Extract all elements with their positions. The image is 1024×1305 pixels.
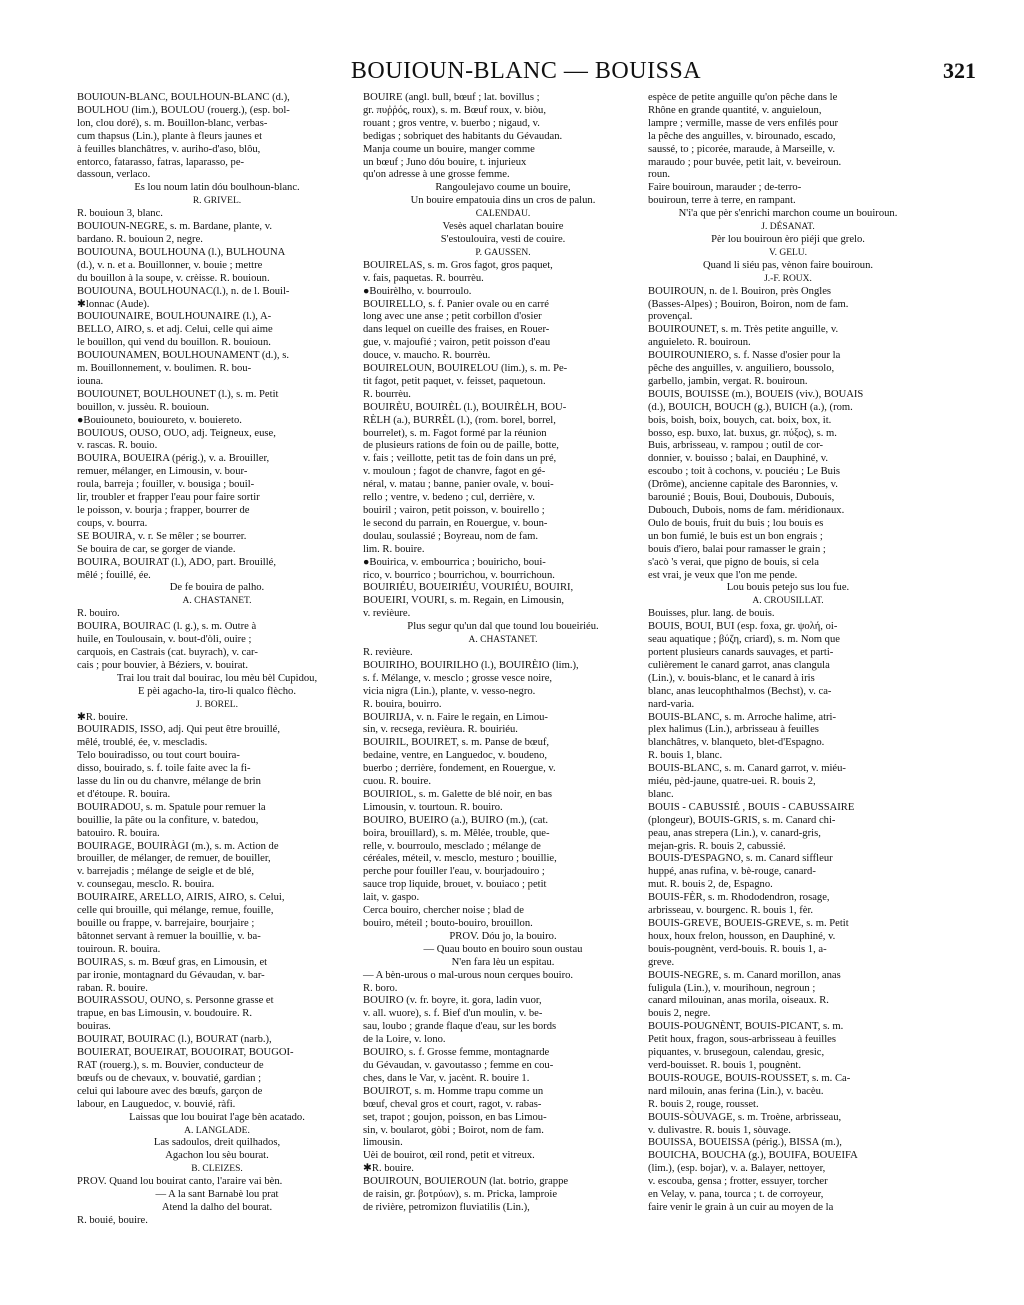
entry-line: relle, v. bourroulo, mesclado ; mélange de xyxy=(363,840,541,852)
entry-line: gue, v. majoufié ; vairon, petit poisson d'eau xyxy=(363,337,551,349)
entry-line: BOUEIRI, VOURI, s. m. Regain, en Limousin, xyxy=(363,595,565,607)
column-right xyxy=(648,92,928,1215)
column-middle xyxy=(363,92,643,1215)
quote-line: Un bouire empatouia dins un cros de palun. xyxy=(410,195,596,207)
quote-line: Vesès aquel charlatan bouire xyxy=(442,221,564,233)
entry-line: coups, v. bourra. xyxy=(77,517,148,529)
entry-line: (d.), v. n. et a. Bouillonner, v. bouie ; mettre xyxy=(77,259,263,271)
entry-line: ●Bouiouneto, bouioureto, v. bouiereto. xyxy=(77,414,242,426)
entry-line: mêlé, troublé, ée, v. mescladis. xyxy=(77,737,208,749)
entry-line: Petit houx, fragon, sous-arbrisseau à feuilles xyxy=(648,1034,836,1046)
entry-line: bedaine, ventre, en Languedoc, v. boudeno, xyxy=(363,750,548,762)
entry-line: céréales, méteil, v. mesclo, mesturo ; bouillie, xyxy=(363,853,557,865)
entry-line: iouna. xyxy=(77,375,104,387)
entry-line: BOUIRAT, BOUIRAC (l.), BOURAT (narb.), xyxy=(77,1034,272,1046)
entry-line: mêlé ; fouillé, ée. xyxy=(77,569,151,581)
entry-line: SE BOUIRA, v. r. Se mêler ; se bourrer. xyxy=(77,530,247,542)
entry-line: pêche des anguilles, v. anguiliero, boussolo, xyxy=(648,363,835,375)
attribution-line: J.-F. ROUX. xyxy=(764,273,812,284)
entry-line: BOUIROUNET, s. m. Très petite anguille, v. xyxy=(648,324,839,336)
quote-line: S'estoulouira, vesti de couire. xyxy=(440,233,566,245)
quote-line: Quand li siéu pas, vènon faire bouiroun. xyxy=(702,259,874,271)
entry-line: (Lin.), v. bouis-blanc, et le canard à iris xyxy=(648,672,815,684)
entry-line: doulau, soulassié ; Boyreau, nom de fam. xyxy=(363,530,539,542)
entry-line: v. dulivastre. R. bouis 1, sòuvage. xyxy=(648,1124,791,1136)
entry-line: BOUIRIOL, s. m. Galette de blé noir, en bas xyxy=(363,788,553,800)
entry-line: R. bouioun 3, blanc. xyxy=(77,208,163,220)
entry-line: est vrai, je veux que l'on me pende. xyxy=(648,569,798,581)
entry-line: seau aquatique ; βύζη, criard), s. m. Nom que xyxy=(648,634,840,646)
entry-line: bouiroun, terre à terre, en rampant. xyxy=(648,195,796,207)
entry-line: cum thapsus (Lin.), plante à fleurs jaunes et xyxy=(77,130,263,142)
entry-line: dans lequel on cueille des fraises, en Rouer- xyxy=(363,324,550,336)
attribution-line: B. CLEIZES. xyxy=(191,1164,243,1175)
entry-line: BOUIRA, BOUEIRA (périg.), v. a. Brouiller, xyxy=(77,453,270,465)
entry-line: par ironie, montagnard du Gévaudan, v. bar- xyxy=(77,969,265,981)
entry-line: v. all. wuore), s. f. Bief d'un moulin, v. be- xyxy=(363,1008,543,1020)
entry-line: bouiril ; vairon, petit poisson, v. bouirello ; xyxy=(363,505,545,516)
entry-line: arbrisseau, v. bourgenc. R. bouis 1, fèr. xyxy=(648,905,814,917)
entry-line: raban. R. bouire. xyxy=(77,982,148,994)
entry-line: perche pour fouiller l'eau, v. bourjadouiro ; xyxy=(363,866,545,878)
entry-line: RÈLH (a.), BURRÈL (l.), (rom. borel, borrel, xyxy=(363,414,556,426)
entry-line: anguieleto. R. bouiroun. xyxy=(648,337,751,349)
entry-line: bouis d'iero, balai pour ramasser le grain ; xyxy=(648,543,826,555)
entry-line: plex halimus (Lin.), arbrisseau à feuilles xyxy=(648,724,819,736)
entry-line: limousin. xyxy=(363,1137,403,1149)
attribution-line: J. DÉSANAT. xyxy=(761,222,815,233)
attribution-line: A. CROUSILLAT. xyxy=(752,596,824,607)
entry-line: (lim.), (esp. bojar), v. a. Balayer, nettoyer, xyxy=(648,1163,826,1175)
entry-line: — A bèn-urous o mal-urous noun cerques bouiro. xyxy=(363,969,574,981)
page-header xyxy=(76,58,976,86)
entry-line: garbello, jambin, vergat. R. bouiroun. xyxy=(648,375,808,387)
entry-line: brouiller, de mélanger, de remuer, de bouiller, xyxy=(77,853,271,865)
entry-line: BOUIRÈU, BOUIRÈL (l.), BOUIRÈLH, BOU- xyxy=(363,401,567,413)
entry-line: celui qui laboure avec des bœufs, garçon de xyxy=(77,1085,263,1097)
entry-line: R. bouis 2, rouge, rousset. xyxy=(648,1098,759,1110)
entry-line: roula, barreja ; fouiller, v. bousiga ; bouil- xyxy=(77,479,255,491)
entry-line: néral, v. matau ; banne, panier ovale, v. boui- xyxy=(363,479,554,491)
entry-line: un bon fumié, le buis est un bon engrais ; xyxy=(648,530,823,542)
entry-line: bœufs ou de chevaux, v. bouvatié, gardian ; xyxy=(77,1072,262,1084)
entry-line: culièrement le canard garrot, anas clangula xyxy=(648,659,830,671)
entry-line: qu'on adresse à une grosse femme. xyxy=(363,169,510,181)
entry-line: peau, anas strepera (Lin.), v. canard-gris, xyxy=(648,827,821,839)
entry-line: de la Loire, v. lono. xyxy=(363,1034,446,1046)
entry-line: miéu, pèd-jaune, quatre-uei. R. bouis 2, xyxy=(648,776,816,788)
entry-line: boira, brouillard), s. m. Mêlée, trouble, que- xyxy=(363,827,550,839)
entry-line: BOUIS-ROUGE, BOUIS-ROUSSET, s. m. Ca- xyxy=(648,1072,851,1084)
entry-line: BOUIOUN-BLANC, BOULHOUN-BLANC (d.), xyxy=(77,92,290,103)
entry-line: RAT (rouerg.), s. m. Bouvier, conducteur de xyxy=(77,1059,264,1071)
entry-line: Manja coume un bouire, manger comme xyxy=(363,143,535,155)
entry-line: BOUIRO, BUEIRO (a.), BUIRO (m.), (cat. xyxy=(363,814,549,826)
entry-line: saussé, to ; picorée, maraude, à Marseille, v. xyxy=(648,143,835,155)
entry-line: BOUIRIJA, v. n. Faire le regain, en Limou- xyxy=(363,711,548,723)
entry-line: piquantes, v. brusegoun, calendau, gresic, xyxy=(648,1047,825,1059)
entry-line: portent plusieurs canards sauvages, et parti- xyxy=(648,646,834,658)
entry-line: BOUIRO, s. f. Grosse femme, montagnarde xyxy=(363,1047,550,1059)
entry-line: disso, bouirado, s. f. toile faite avec la fi- xyxy=(77,763,251,775)
entry-line: BELLO, AIRO, s. et adj. Celui, celle qui aime xyxy=(77,324,273,336)
entry-line: bouille ou frappe, v. barrejaire, bourjaire ; xyxy=(77,918,255,929)
entry-line: lim. R. bouire. xyxy=(363,543,425,555)
quote-line: Rangoulejavo coume un bouire, xyxy=(435,182,571,194)
quote-line: Atend la dalho del bourat. xyxy=(161,1201,273,1213)
attribution-line: R. GRIVEL. xyxy=(192,196,242,207)
entry-line: Buis, arbrisseau, v. rampou ; outil de cor- xyxy=(648,440,824,452)
entry-line: v. counsegau, mesclo. R. bouira. xyxy=(77,879,215,891)
entry-line: greve. xyxy=(648,956,675,968)
entry-line: sau, loubo ; grande flaque d'eau, sur les bords xyxy=(363,1021,557,1033)
entry-line: BOUIROUN, BOUIEROUN (lat. botrio, grappe xyxy=(363,1176,569,1188)
entry-line: blanc, anas leucophthalmos (Bechst), v. ca- xyxy=(648,685,832,697)
entry-line: celle qui brouille, qui mélange, remue, fouille, xyxy=(77,905,274,917)
entry-line: sin, v. boularot, gòbi ; Boirot, nom de fam. xyxy=(363,1124,544,1136)
entry-line: nard milouin, anas ferina (Lin.), v. bacèu. xyxy=(648,1085,824,1097)
entry-line: BOUIOUNA, BOULHOUNAC(l.), n. de l. Bouil- xyxy=(77,285,290,297)
entry-line: et d'étoupe. R. bouira. xyxy=(77,788,171,800)
entry-line: BOUIS-BLANC, s. m. Canard garrot, v. miéu- xyxy=(648,763,846,775)
attribution-line: CALENDAU. xyxy=(475,209,531,220)
entry-line: v. revièure. xyxy=(363,608,411,620)
entry-line: du Gévaudan, v. gavoutasso ; femme en cou- xyxy=(363,1059,554,1071)
entry-line: en Velay, v. pana, tourca ; t. de corroyeur, xyxy=(648,1189,824,1201)
entry-line: le second du parrain, en Rouergue, v. boun- xyxy=(363,517,548,529)
entry-line: BOUIOUS, OUSO, OUO, adj. Teigneux, euse, xyxy=(77,427,276,439)
entry-line: R. revièure. xyxy=(363,646,413,658)
entry-line: long avec une anse ; petit corbillon d'osier xyxy=(363,311,542,323)
entry-line: escoubo ; toit à cochons, v. pouciéu ; Le Buis xyxy=(648,466,841,478)
entry-line: ✱R. bouire. xyxy=(363,1163,414,1175)
column-left xyxy=(77,92,357,1228)
entry-line: bardano. R. bouioun 2, negre. xyxy=(77,233,203,245)
entry-line: lasse du lin ou du chanvre, mélange de brin xyxy=(77,776,261,788)
attribution-line: V. GELU. xyxy=(768,247,808,258)
entry-line: douce, v. maucho. R. bourrèu. xyxy=(363,350,491,362)
quote-line: Agachon lou sèu bourat. xyxy=(165,1150,269,1162)
entry-line: BOUIS-FÈR, s. m. Rhododendron, rosage, xyxy=(648,892,830,904)
entry-line: v. rascas. R. bouio. xyxy=(77,440,158,452)
entry-line: BOUIS, BOUISSE (m.), BOUEIS (viv.), BOUAIS xyxy=(648,388,864,400)
entry-line: BOULHOU (lim.), BOULOU (rouerg.), (esp. bol- xyxy=(77,104,290,116)
entry-line: BOUIOUNA, BOULHOUNA (l.), BULHOUNA xyxy=(77,246,286,258)
entry-line: (Drôme), ancienne capitale des Baronnies, v. xyxy=(648,479,838,491)
entry-line: le poisson, v. bourja ; frapper, bourrer de xyxy=(77,505,250,516)
entry-line: v. barrejadis ; mélange de seigle et de blé, xyxy=(77,866,254,878)
entry-line: sin, v. recsega, revièura. R. bouiriéu. xyxy=(363,724,518,736)
entry-line: BOUIOUNAIRE, BOULHOUNAIRE (l.), A- xyxy=(77,311,272,323)
entry-line: R. boro. xyxy=(363,982,398,994)
entry-line: espèce de petite anguille qu'on pêche dans le xyxy=(648,92,838,103)
entry-line: de plusieurs rations de foin ou de paille, botte, xyxy=(363,440,559,452)
entry-line: rico, v. bourrico ; bourrichou, v. bourrichoun. xyxy=(363,569,555,581)
entry-line: Faire bouiroun, marauder ; de-terro- xyxy=(648,182,802,194)
entry-line: (d.), BOUICH, BOUCH (g.), BUICH (a.), (rom. xyxy=(648,401,853,413)
entry-line: BOUIRELOUN, BOUIRELOU (lim.), s. m. Pe- xyxy=(363,363,568,375)
entry-line: BOUISSA, BOUEISSA (périg.), BISSA (m.), xyxy=(648,1137,842,1149)
entry-line: Cerca bouiro, chercher noise ; blad de xyxy=(363,905,524,917)
quote-line: — A la sant Barnabè lou prat xyxy=(155,1189,279,1201)
entry-line: nard-varia. xyxy=(648,698,695,710)
entry-line: bourrelet), s. m. Fagot formé par la réunion xyxy=(363,427,547,439)
entry-line: BOUIS - CABUSSIÉ , BOUIS - CABUSSAIRE xyxy=(648,801,855,813)
entry-line: R. bouiro. xyxy=(77,608,120,620)
entry-line: buerbo ; derrière, fondement, en Rouergue, v. xyxy=(363,763,556,775)
entry-line: BOUIRAS, s. m. Bœuf gras, en Limousin, et xyxy=(77,956,268,968)
entry-line: huppé, anas rufina, v. bè-rouge, canard- xyxy=(648,866,816,878)
entry-line: BOUIS-D'ESPAGNO, s. m. Canard siffleur xyxy=(648,853,833,865)
entry-line: R. bouis 1, blanc. xyxy=(648,750,723,762)
entry-line: BOUIRASSOU, OUNO, s. Personne grasse et xyxy=(77,995,274,1007)
quote-line: — Quau bouto en bouiro soun oustau xyxy=(423,943,583,955)
entry-line: m. Bouillonnement, v. boulimen. R. bou- xyxy=(77,363,252,375)
entry-line: bouiro, méteil ; bouto-bouiro, brouillon. xyxy=(363,918,533,929)
entry-line: ches, dans le Var, v. jacènt. R. bouire 1. xyxy=(363,1072,530,1084)
entry-line: de raisin, gr. βοτρύων), s. m. Pricka, lamproie xyxy=(363,1189,558,1201)
entry-line: BOUIOUNET, BOULHOUNET (l.), s. m. Petit xyxy=(77,388,279,400)
entry-line: blanchâtres, v. blanqueto, blet-d'Espagno. xyxy=(648,737,825,749)
entry-line: BOUIRE (angl. bull, bœuf ; lat. bovillus ; xyxy=(363,92,540,103)
entry-line: BOUIROUNIERO, s. f. Nasse d'osier pour la xyxy=(648,350,841,362)
entry-line: carquois, en Castrais (cat. buyrach), v. car- xyxy=(77,646,258,658)
entry-line: le bouillon, qui vend du bouillon. R. bouioun. xyxy=(77,337,271,349)
quote-line: Pèr lou bouiroun èro piéji que grelo. xyxy=(711,233,865,245)
entry-line: Rhône en grande quantité, v. anguieloun, xyxy=(648,104,822,116)
entry-line: la pêche des anguilles, v. birounado, escado, xyxy=(648,130,836,142)
attribution-line: A. CHASTANET. xyxy=(468,635,538,646)
entry-line: bâtonnet servant à remuer la bouillie, v. ba- xyxy=(77,930,261,942)
page-number: 321 xyxy=(943,58,976,83)
entry-line: Telo bouiradisso, ou tout court bouira- xyxy=(77,750,240,762)
entry-line: roun. xyxy=(648,169,671,181)
entry-line: entorco, fatarasso, fatras, laparasso, pe- xyxy=(77,156,245,168)
entry-line: trapue, en bas Limousin, v. boudouire. R. xyxy=(77,1008,252,1020)
entry-line: bois, boish, boix, bouych, cat. boix, box, it. xyxy=(648,414,832,426)
quote-line: PROV. Dóu jo, la bouiro. xyxy=(449,930,557,942)
entry-line: Oulo de bouis, fruit du buis ; lou bouis es xyxy=(648,517,824,529)
entry-line: cais ; pour bouvier, à Béziers, v. bouirat. xyxy=(77,659,248,671)
entry-line: lampre ; vermille, masse de vers enfilés pour xyxy=(648,117,839,129)
entry-line: batouiro. R. bouira. xyxy=(77,827,160,839)
quote-line: Trai lou trait dal bouirac, lou mèu bèl Cupidou, xyxy=(116,672,318,684)
entry-line: ✱R. bouire. xyxy=(77,711,128,723)
entry-line: BOUIROUN, n. de l. Bouiron, près Ongles xyxy=(648,285,832,297)
entry-line: BOUIROT, s. m. Homme trapu comme un xyxy=(363,1085,544,1097)
entry-line: à feuilles blanchâtres, v. auriho-d'aso, blôu, xyxy=(77,143,261,155)
entry-line: BOUICHA, BOUCHA (g.), BOUIFA, BOUEIFA xyxy=(648,1150,858,1162)
entry-line: vicia nigra (Lin.), plante, v. vesso-negro. xyxy=(363,685,536,697)
quote-line: E pèi agacho-la, tiro-li qualco flècho. xyxy=(138,685,296,697)
entry-line: Uèi de bouirot, œil rond, petit et vitreux. xyxy=(363,1150,535,1162)
entry-line: BOUIRAGE, BOUIRÀGI (m.), s. m. Action de xyxy=(77,840,279,852)
entry-line: mut. R. bouis 2, de, Espagno. xyxy=(648,879,773,891)
entry-line: Se bouira de car, se gorger de viande. xyxy=(77,543,236,555)
entry-line: ●Bouirica, v. embourrica ; bouiricho, boui- xyxy=(363,556,546,568)
entry-line: bouillie, la pâte ou la confiture, v. batedou, xyxy=(77,814,259,826)
entry-line: lon, clou doré), s. m. Bouillon-blanc, verbas- xyxy=(77,117,268,129)
entry-line: BOUIERAT, BOUEIRAT, BOUOIRAT, BOUGOI- xyxy=(77,1047,294,1059)
entry-line: s'acò 's verai, que pigno de bouis, si cela xyxy=(648,556,819,568)
entry-line: cuou. R. bouire. xyxy=(363,776,431,788)
entry-line: dassoun, verlaco. xyxy=(77,169,151,181)
entry-line: bosso, esp. buxo, lat. buxus, gr. πύξος), s. m. xyxy=(648,427,837,439)
entry-line: BOUIS-POUGNÈNT, BOUIS-PICANT, s. m. xyxy=(648,1021,844,1033)
attribution-line: P. GAUSSEN. xyxy=(475,247,531,258)
entry-line: BOUIRA, BOUIRAC (l. g.), s. m. Outre à xyxy=(77,621,257,633)
entry-line: verd-bouisset. R. bouis 1, pougnènt. xyxy=(648,1059,802,1071)
entry-line: BOUIRA, BOUIRAT (l.), ADO, part. Brouillé, xyxy=(77,556,277,568)
entry-line: gr. πυῤῥός, roux), s. m. Bœuf roux, v. biòu, xyxy=(363,104,546,116)
quote-line: Laissas que lou bouirat l'age bèn acatado. xyxy=(129,1111,305,1123)
entry-line: maraudo ; pour buvée, petit lait, v. beveiroun. xyxy=(648,156,842,168)
entry-line: v. fais ; veillotte, petit tas de foin dans un pré, xyxy=(363,453,557,465)
entry-line: Dubouch, Dubois, noms de fam. méridionaux. xyxy=(648,505,845,516)
entry-line: Limousin, v. tourtoun. R. bouiro. xyxy=(363,801,503,813)
quote-line: Plus segur qu'un dal que tound lou boueiriéu. xyxy=(407,621,599,633)
attribution-line: J. BOREL. xyxy=(196,699,238,710)
entry-line: huile, en Toulousain, v. bout-d'òli, ouire ; xyxy=(77,634,252,646)
entry-line: BOUIRELAS, s. m. Gros fagot, gros paquet, xyxy=(363,259,553,271)
entry-line: rouant ; gros ventre, v. buerbo ; nigaud, v. xyxy=(363,117,540,129)
entry-line: s. f. Mélange, v. mesclo ; grosse vesce noire, xyxy=(363,672,553,684)
entry-line: barounié ; Bouis, Boui, Doubouis, Dubouis, xyxy=(648,492,835,504)
entry-line: tit fagot, petit paquet, v. feisset, paquetoun. xyxy=(363,375,546,387)
entry-line: BOUIS-BLANC, s. m. Arroche halime, atri- xyxy=(648,711,837,723)
entry-line: set, trapot ; goujon, poisson, en bas Limou- xyxy=(363,1111,547,1123)
entry-line: mejan-gris. R. bouis 2, cabussié. xyxy=(648,840,786,852)
entry-line: fuligula (Lin.), v. mourihoun, negroun ; xyxy=(648,982,816,994)
quote-line: N'en fara lèu un espitau. xyxy=(451,956,555,968)
entry-line: bouiras. xyxy=(77,1021,111,1033)
quote-line: Las sadoulos, dreit quilhados, xyxy=(153,1137,281,1149)
entry-line: BOUIRIL, BOUIRET, s. m. Panse de bœuf, xyxy=(363,737,550,749)
entry-line: BOUIRIÉU, BOUEIRIÉU, VOURIÉU, BOUIRI, xyxy=(363,582,574,594)
entry-line: bouis-pougnènt, verd-bouis. R. bouis 1, a- xyxy=(648,943,827,955)
entry-line: canard milouinan, anas morila, oiseaux. R. xyxy=(648,995,829,1007)
attribution-line: A. LANGLADE. xyxy=(184,1125,250,1136)
entry-line: BOUIRO (v. fr. boyre, it. gora, ladin vuor, xyxy=(363,995,542,1007)
entry-line: labour, en Lauguedoc, v. bouvié, ràfi. xyxy=(77,1098,236,1110)
entry-line: Bouisses, plur. lang. de bouis. xyxy=(648,608,775,620)
entry-line: v. escouba, gensa ; frotter, essuyer, torcher xyxy=(648,1176,828,1188)
quote-line: Es lou noum latin dóu boulhoun-blanc. xyxy=(134,182,300,194)
entry-line: BOUIS, BOUI, BUI (esp. foxa, gr. ψολή, oi- xyxy=(648,621,838,633)
entry-line: R. bouira, bouirro. xyxy=(363,698,442,710)
entry-line: remuer, mélanger, en Limousin, v. bour- xyxy=(77,466,248,478)
entry-line: ●Bouirèlho, v. bourroulo. xyxy=(363,285,472,297)
entry-line: BOUIS-NEGRE, s. m. Canard morillon, anas xyxy=(648,969,841,981)
entry-line: lait, v. gaspo. xyxy=(363,892,420,904)
entry-line: R. bouié, bouire. xyxy=(77,1214,148,1226)
entry-line: BOUIRAIRE, ARELLO, AIRIS, AIRO, s. Celui, xyxy=(77,892,285,904)
entry-line: ✱lonnac (Aude). xyxy=(77,298,150,310)
quote-line: De fe bouira de palho. xyxy=(169,582,265,594)
entry-line: de rivière, petromizon fluviatilis (Lin.), xyxy=(363,1201,530,1213)
entry-line: sauce trop liquide, brouet, v. bouiaco ; petit xyxy=(363,879,547,891)
running-title: BOUIOUN-BLANC — BOUISSA xyxy=(350,58,702,84)
entry-line: BOUIRIHO, BOUIRILHO (l.), BOUIRÈIO (lim.), xyxy=(363,659,579,671)
entry-line: bouillon, v. jussèu. R. bouioun. xyxy=(77,401,210,413)
entry-line: houx, houx frelon, housson, en Dauphiné, v. xyxy=(648,930,836,942)
entry-line: du bouillon à la soupe, v. crèisse. R. bouioun. xyxy=(77,272,270,284)
entry-line: BOUIS-GREVE, BOUEIS-GREVE, s. m. Petit xyxy=(648,918,849,929)
entry-line: PROV. Quand lou bouirat canto, l'araire vai bèn. xyxy=(77,1176,283,1188)
entry-line: lir, troubler et frapper l'eau pour faire sortir xyxy=(77,492,260,504)
entry-line: rello ; ventre, v. bedeno ; cul, derrière, v. xyxy=(363,492,535,504)
entry-line: faire venir le grain à un cuir au moyen de la xyxy=(648,1201,834,1213)
entry-line: R. bourrèu. xyxy=(363,388,411,400)
entry-line: blanc. xyxy=(648,788,674,800)
entry-line: bouis 2, negre. xyxy=(648,1008,711,1020)
entry-line: v. mouloun ; fagot de chanvre, fagot en gé- xyxy=(363,466,546,478)
entry-line: v. fais, paquetas. R. bourrèu. xyxy=(363,272,484,284)
entry-line: donnier, v. bouisso ; balai, en Dauphiné, v. xyxy=(648,453,829,465)
entry-line: un bœuf ; Juno dóu bouire, t. injurieux xyxy=(363,156,527,168)
entry-line: touiroun. R. bouira. xyxy=(77,943,161,955)
entry-line: bœuf, cheval gros et court, ragot, v. rabas- xyxy=(363,1098,542,1110)
entry-line: provençal. xyxy=(648,311,693,323)
entry-line: BOUIRADIS, ISSO, adj. Qui peut être brouillé, xyxy=(77,724,281,736)
quote-line: Lou bouis petejo sus lou fue. xyxy=(726,582,850,594)
entry-line: BOUIOUN-NEGRE, s. m. Bardane, plante, v. xyxy=(77,221,272,233)
entry-line: BOUIRELLO, s. f. Panier ovale ou en carré xyxy=(363,298,549,310)
entry-line: (Basses-Alpes) ; Bouiron, Boiron, nom de fam. xyxy=(648,298,849,310)
attribution-line: A. CHASTANET. xyxy=(182,596,252,607)
quote-line: N'i'a que pèr s'enrichi marchon coume un bouiroun. xyxy=(678,208,898,220)
entry-line: BOUIRADOU, s. m. Spatule pour remuer la xyxy=(77,801,266,813)
entry-line: (plongeur), BOUIS-GRIS, s. m. Canard chi- xyxy=(648,814,836,826)
entry-line: BOUIOUNAMEN, BOULHOUNAMENT (d.), s. xyxy=(77,350,289,362)
entry-line: bedigas ; sobriquet des habitants du Gévaudan. xyxy=(363,130,563,142)
entry-line: BOUIS-SÒUVAGE, s. m. Troène, arbrisseau, xyxy=(648,1111,842,1123)
